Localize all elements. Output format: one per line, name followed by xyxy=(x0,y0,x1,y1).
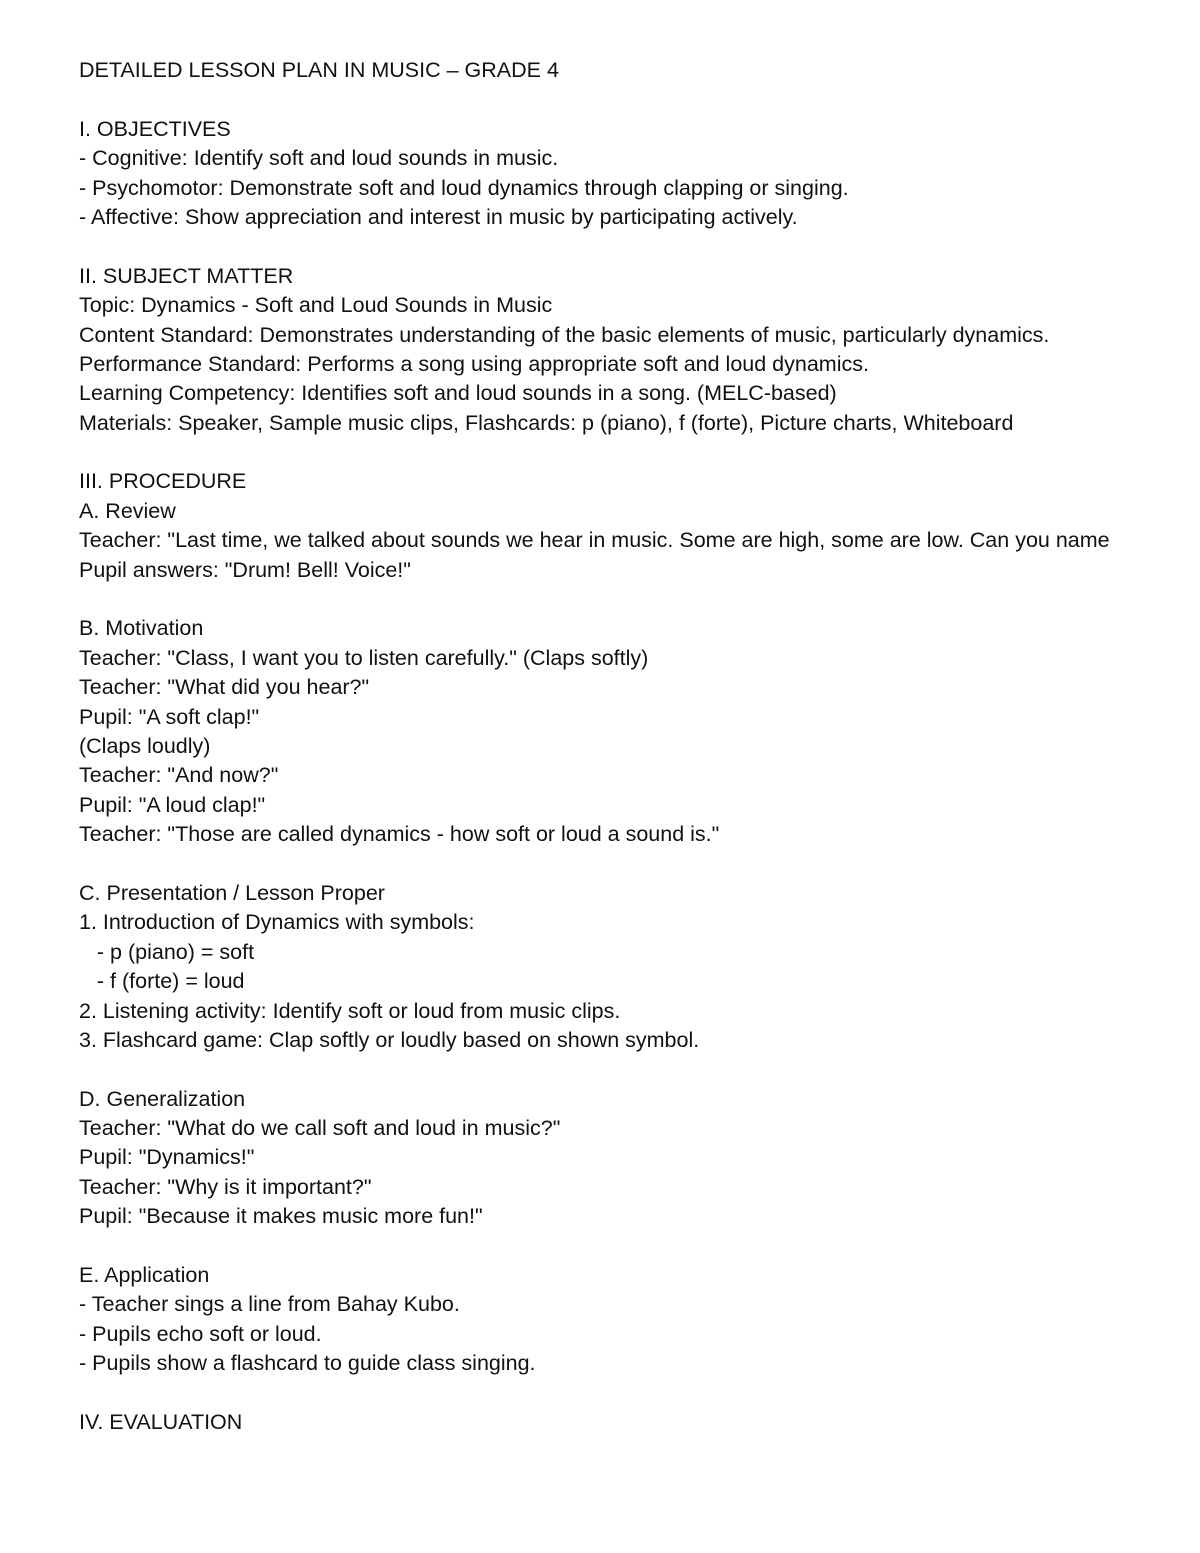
motivation-line: Pupil: "A loud clap!" xyxy=(79,792,266,817)
motivation-heading: B. Motivation xyxy=(79,616,204,641)
generalization-line: Teacher: "What do we call soft and loud in music?" xyxy=(79,1116,561,1141)
generalization-line: Pupil: "Dynamics!" xyxy=(79,1145,255,1170)
objective-psychomotor: - Psychomotor: Demonstrate soft and loud dynamics through clapping or singing. xyxy=(79,175,849,200)
subject-topic: Topic: Dynamics - Soft and Loud Sounds in Music xyxy=(79,293,553,318)
motivation-line: Teacher: "And now?" xyxy=(79,763,279,788)
spacer xyxy=(79,850,1200,879)
review-line: Teacher: "Last time, we talked about sounds we hear in music. Some are high, some are low. Can you name xyxy=(79,528,1110,553)
spacer xyxy=(79,1232,1200,1261)
motivation-line: Pupil: "A soft clap!" xyxy=(79,704,260,729)
generalization-line: Teacher: "Why is it important?" xyxy=(79,1174,372,1199)
procedure-heading: III. PROCEDURE xyxy=(79,469,247,494)
spacer xyxy=(79,1379,1200,1408)
generalization-line: Pupil: "Because it makes music more fun!" xyxy=(79,1204,483,1229)
review-line: Pupil answers: "Drum! Bell! Voice!" xyxy=(79,557,411,582)
presentation-line: - p (piano) = soft xyxy=(79,939,255,964)
subject-matter-heading: II. SUBJECT MATTER xyxy=(79,263,294,288)
document-title: DETAILED LESSON PLAN IN MUSIC – GRADE 4 xyxy=(79,58,559,82)
subject-materials: Materials: Speaker, Sample music clips, Flashcards: p (piano), f (forte), Picture charts, Whiteboard xyxy=(79,410,1014,435)
presentation-heading: C. Presentation / Lesson Proper xyxy=(79,880,385,905)
application-line: - Pupils show a flashcard to guide class singing. xyxy=(79,1351,536,1376)
evaluation-heading: IV. EVALUATION xyxy=(79,1409,243,1434)
objective-cognitive: - Cognitive: Identify soft and loud sounds in music. xyxy=(79,146,559,171)
presentation-line: - f (forte) = loud xyxy=(79,969,245,994)
spacer xyxy=(79,232,1200,261)
spacer xyxy=(79,85,1200,114)
motivation-line: (Claps loudly) xyxy=(79,733,211,758)
objectives-heading: I. OBJECTIVES xyxy=(79,116,231,141)
spacer xyxy=(79,585,1200,614)
motivation-line: Teacher: "Those are called dynamics - how soft or loud a sound is." xyxy=(79,822,720,847)
spacer xyxy=(79,438,1200,467)
application-heading: E. Application xyxy=(79,1263,210,1288)
objective-affective: - Affective: Show appreciation and interest in music by participating actively. xyxy=(79,204,798,229)
spacer xyxy=(79,1055,1200,1084)
motivation-line: Teacher: "Class, I want you to listen carefully." (Claps softly) xyxy=(79,645,649,670)
application-line: - Teacher sings a line from Bahay Kubo. xyxy=(79,1292,460,1317)
subject-learning-competency: Learning Competency: Identifies soft and loud sounds in a song. (MELC-based) xyxy=(79,381,837,406)
presentation-line: 2. Listening activity: Identify soft or loud from music clips. xyxy=(79,998,621,1023)
review-heading: A. Review xyxy=(79,498,176,523)
generalization-heading: D. Generalization xyxy=(79,1086,246,1111)
presentation-line: 3. Flashcard game: Clap softly or loudly based on shown symbol. xyxy=(79,1027,700,1052)
subject-content-standard: Content Standard: Demonstrates understanding of the basic elements of music, particularly dynamics. xyxy=(79,322,1050,347)
motivation-line: Teacher: "What did you hear?" xyxy=(79,675,370,700)
subject-performance-standard: Performance Standard: Performs a song using appropriate soft and loud dynamics. xyxy=(79,351,869,376)
document-page xyxy=(79,56,1200,1437)
presentation-line: 1. Introduction of Dynamics with symbols: xyxy=(79,910,475,935)
application-line: - Pupils echo soft or loud. xyxy=(79,1321,322,1346)
